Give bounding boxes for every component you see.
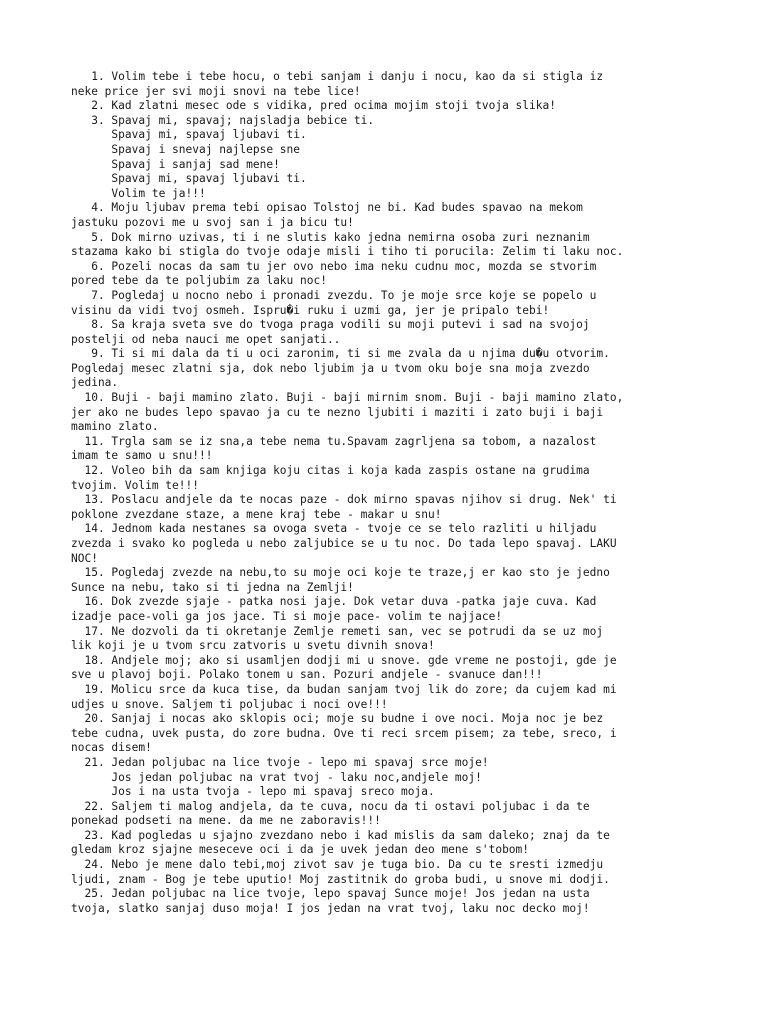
list-item-line: Spavaj i snevaj najlepse sne [71,142,301,156]
list-item-line: Spavaj i sanjaj sad mene! [71,157,280,171]
list-item [71,347,711,391]
list-item-line: zvezda i svako ko pogleda u nebo zaljubice se u tu noc. Do tada lepo spavaj. LAKU [71,537,617,550]
list-item [71,595,711,624]
list-item-line: pored tebe da te poljubim za laku noc! [71,274,327,288]
list-item-line: 20. Sanjaj i nocas ako sklopis oci; moje su budne i ove noci. Moja noc je bez [71,712,604,726]
list-item-line: 23. Kad pogledas u sjajno zvezdano nebo i kad mislis da sam daleko; znaj da te [71,828,610,842]
list-item-line: 15. Pogledaj zvezde na nebu,to su moje oci koje te traze,j er kao sto je jedno [71,566,610,580]
list-item-line: 5. Dok mirno uzivas, ti i ne slutis kako jedna nemirna osoba zuri neznanim [71,230,590,244]
list-item-line: udjes u snove. Saljem ti poljubac i noci ove!!! [71,697,388,711]
list-item [71,654,711,683]
list-item-line: neke price jer svi moji snovi na tebe lice! [71,84,361,98]
list-item-line: postelji od neba nauci me opet sanjati.. [71,332,341,346]
list-item-line: jer ako ne budes lepo spavao ja cu te nezno ljubiti i maziti i zato buji i baji [71,405,604,419]
list-item-line: 4. Moju ljubav prema tebi opisao Tolstoj ne bi. Kad budes spavao na mekom [71,201,583,215]
list-item-line: 16. Dok zvezde sjaje - patka nosi jaje. Dok vetar duva -patka jaje cuva. Kad [71,595,597,609]
list-item [71,114,711,202]
list-item-line: visinu da vidi tvoj osmeh. Ispru�i ruku i uzmi ga, jer je pripalo tebi! [71,303,550,317]
list-item [71,260,711,289]
list-item [71,800,711,829]
list-item-line: 11. Trgla sam se iz sna,a tebe nema tu.Spavam zagrljena sa tobom, a nazalost [71,434,597,448]
list-item-line: 18. Andjele moj; ako si usamljen dodji mi u snove. gde vreme ne postoji, gde je [71,653,617,667]
list-item [71,566,711,595]
list-item-line: jastuku pozovi me u svoj san i ja bicu tu! [71,215,354,229]
list-item-line: nocas disem! [71,741,152,755]
list-item-line: 25. Jedan poljubac na lice tvoje, lepo spavaj Sunce moje! Jos jedan na usta [71,887,590,901]
list-item-line: izadje pace-voli ga jos jace. Ti si moje pace- volim te najjace! [71,609,503,623]
list-item-line: Spavaj mi, spavaj ljubavi ti. [71,172,307,186]
list-item-line: ljudi, znam - Bog je tebe uputio! Moj zastitnik do groba budi, u snove mi dodji. [71,872,610,886]
list-item-line: tvoja, slatko sanjaj duso moja! I jos jedan na vrat tvoj, laku noc decko moj! [71,901,590,915]
list-item-line: mamino zlato. [71,420,159,434]
list-item-line: 1. Volim tebe i tebe hocu, o tebi sanjam i danju i nocu, kao da si stigla iz [71,70,604,83]
list-item-line: 12. Voleo bih da sam knjiga koju citas i koja kada zaspis ostane na grudima [71,464,590,478]
list-item-line: 9. Ti si mi dala da ti u oci zaronim, ti si me zvala da u njima du�u otvorim. [71,347,610,361]
list-item [71,231,711,260]
list-item-line: 13. Poslacu andjele da te nocas paze - dok mirno spavas njihov si drug. Nek' ti [71,493,617,507]
list-item-line: 19. Molicu srce da kuca tise, da budan sanjam tvoj lik do zore; da cujem kad mi [71,682,617,696]
list-item [71,625,711,654]
list-item [71,683,711,712]
list-item [71,756,711,800]
list-item-line: jedina. [71,376,119,390]
list-item-line: tvojim. Volim te!!! [71,478,199,492]
list-item [71,829,711,858]
list-item [71,201,711,230]
list-item [71,887,711,916]
list-item-line: gledam kroz sjajne meseceve oci i da je uvek jedan deo mene s'tobom! [71,843,530,857]
list-item [71,712,711,756]
list-item-line: Pogledaj mesec zlatni sja, dok nebo ljubim ja u tvom oku boje sna moja zvezdo [71,361,590,375]
list-item-line: poklone zvezdane staze, a mene kraj tebe - makar u snu! [71,507,442,521]
list-item [71,318,711,347]
list-item [71,435,711,464]
list-item [71,522,711,566]
list-item-line: Sunce na nebu, tako si ti jedna na Zemlji! [71,580,354,594]
list-item-line: lik koji je u tvom srcu zatvoris u svetu divnih snova! [71,639,435,653]
list-item-line: sve u plavoj boji. Polako tonem u san. Pozuri andjele - svanuce dan!!! [71,668,543,682]
list-item-line: 24. Nebo je mene dalo tebi,moj zivot sav je tuga bio. Da cu te sresti izmedju [71,858,604,872]
list-item [71,858,711,887]
list-item-line: 7. Pogledaj u nocno nebo i pronadi zvezdu. To je moje srce koje se popelo u [71,288,597,302]
list-item [71,464,711,493]
list-item-line: 22. Saljem ti malog andjela, da te cuva, nocu da ti ostavi poljubac i da te [71,799,590,813]
list-item-line: Spavaj mi, spavaj ljubavi ti. [71,128,307,142]
list-item-line: Jos i na usta tvoja - lepo mi spavaj sreco moja. [71,785,435,799]
list-item [71,99,711,114]
list-item [71,493,711,522]
list-item-line: Volim te ja!!! [71,186,206,200]
list-item-line: 21. Jedan poljubac na lice tvoje - lepo mi spavaj srce moje! [71,755,489,769]
document-body [71,70,711,916]
list-item-line: ponekad podseti na mene. da me ne zaboravis!!! [71,814,381,828]
list-item-line: stazama kako bi stigla do tvoje odaje misli i tiho ti porucila: Zelim ti laku noc. [71,245,624,259]
list-item [71,391,711,435]
list-item-line: Jos jedan poljubac na vrat tvoj - laku noc,andjele moj! [71,770,482,784]
list-item-line: 17. Ne dozvoli da ti okretanje Zemlje remeti san, vec se potrudi da se uz moj [71,624,604,638]
list-item [71,70,711,99]
list-item-line: 14. Jednom kada nestanes sa ovoga sveta - tvoje ce se telo razliti u hiljadu [71,522,597,536]
list-item-line: 2. Kad zlatni mesec ode s vidika, pred ocima mojim stoji tvoja slika! [71,99,556,113]
list-item-line: 6. Pozeli nocas da sam tu jer ovo nebo ima neku cudnu moc, mozda se stvorim [71,259,597,273]
list-item [71,289,711,318]
list-item-line: tebe cudna, uvek pusta, do zore budna. Ove ti reci srcem pisem; za tebe, sreco, i [71,726,617,740]
list-item-line: NOC! [71,551,98,565]
list-item-line: 10. Buji - baji mamino zlato. Buji - baji mirnim snom. Buji - baji mamino zlato, [71,391,624,405]
list-item-line: 3. Spavaj mi, spavaj; najsladja bebice ti. [71,113,375,127]
list-item-line: imam te samo u snu!!! [71,449,213,463]
list-item-line: 8. Sa kraja sveta sve do tvoga praga vodili su moji putevi i sad na svojoj [71,318,590,332]
